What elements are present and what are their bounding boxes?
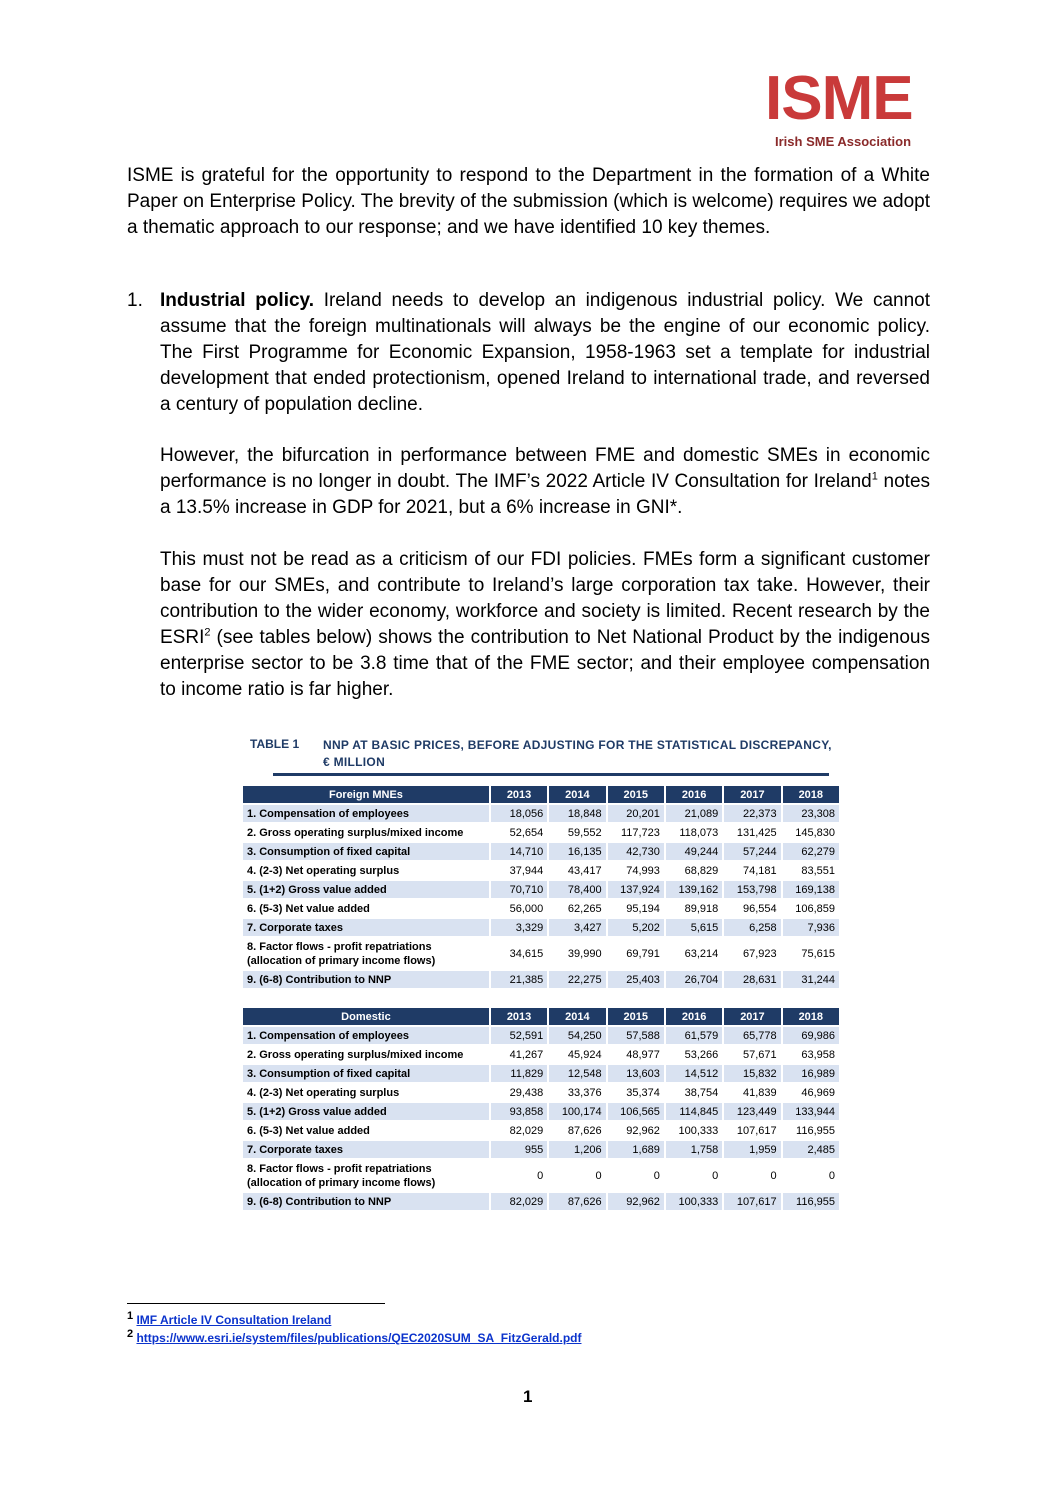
table-row (243, 1046, 839, 1063)
table-row (243, 1027, 839, 1044)
item1-p2-before: However, the bifurcation in performance between FME and domestic SMEs in economic performance is no longer in doubt. The IMF’s 2022 Article IV Consultation for Ireland (160, 445, 930, 492)
item1-paragraph-2 (160, 443, 930, 521)
table-cell: 3,329 (491, 919, 547, 936)
table-cell: 54,250 (549, 1027, 605, 1044)
table-cell: 28,631 (724, 971, 780, 988)
year-header: 2017 (724, 786, 780, 803)
table-cell: 114,845 (666, 1103, 722, 1120)
table-cell: 21,385 (491, 971, 547, 988)
year-header: 2013 (491, 786, 547, 803)
data-table (241, 784, 841, 1212)
row-label: 5. (1+2) Gross value added (243, 1103, 489, 1120)
footnote-1-link[interactable]: IMF Article IV Consultation Ireland (136, 1313, 332, 1327)
table-cell: 87,626 (567, 1124, 602, 1137)
table-cell: 34,615 (509, 947, 544, 960)
row-label: 2. Gross operating surplus/mixed income (247, 1048, 464, 1061)
table-cell: 87,626 (549, 1193, 605, 1210)
table-cell: 78,400 (549, 881, 605, 898)
table-cell: 93,858 (491, 1103, 547, 1120)
table-cell: 45,924 (567, 1048, 602, 1061)
table-cell: 0 (828, 1169, 835, 1182)
footnote-divider (127, 1303, 385, 1304)
row-label: 1. Compensation of employees (243, 805, 489, 822)
table-row (243, 1103, 839, 1120)
table-cell: 106,859 (795, 902, 835, 915)
item1-p1-text: Ireland needs to develop an indigenous industrial policy. We cannot assume that the foreign multinationals will always be the engine of our economic policy. The First Programme for Economic Expansion, 1958-1963 set a template for industrial development that ended protectionism, opened Ireland to international trade, and reversed a century of population decline. (160, 290, 930, 415)
item1-p2-after: notes a 13.5% increase in GDP for 2021, but a 6% increase in GNI*. (160, 471, 931, 518)
year-header: 2018 (783, 1008, 839, 1025)
table-cell: 43,417 (567, 864, 602, 877)
table-cell: 18,848 (549, 805, 605, 822)
table-cell: 57,671 (742, 1048, 777, 1061)
table-cell: 35,374 (626, 1086, 660, 1099)
table-row (243, 1160, 839, 1191)
table-cell: 0 (653, 1169, 660, 1182)
table-cell: 33,376 (567, 1086, 602, 1099)
row-label: 6. (5-3) Net value added (247, 902, 370, 915)
table-cell: 26,704 (666, 971, 722, 988)
table-row (243, 971, 839, 988)
table-row (243, 900, 839, 917)
table-cell: 52,591 (491, 1027, 547, 1044)
table-cell: 0 (770, 1169, 777, 1182)
table-row (243, 824, 839, 841)
section-spacer (243, 990, 839, 1006)
table-title: NNP AT BASIC PRICES, BEFORE ADJUSTING FOR THE STATISTICAL DISCREPANCY, € MILLION (323, 738, 832, 769)
table-cell: 23,308 (783, 805, 839, 822)
table-cell: 1,206 (549, 1141, 605, 1158)
table-cell: 153,798 (724, 881, 780, 898)
table-cell: 107,617 (736, 1124, 777, 1137)
isme-logo (765, 64, 930, 150)
table-label: TABLE 1 (250, 737, 300, 751)
item-number: 1. (127, 290, 143, 311)
year-header: 2016 (666, 786, 722, 803)
table-cell: 100,174 (549, 1103, 605, 1120)
table-cell: 123,449 (724, 1103, 780, 1120)
table-cell: 41,839 (742, 1086, 777, 1099)
row-label: 2. Gross operating surplus/mixed income (247, 826, 464, 839)
row-label: 7. Corporate taxes (243, 919, 489, 936)
table-cell: 82,029 (491, 1193, 547, 1210)
table-cell: 57,588 (608, 1027, 664, 1044)
table-section-header (243, 786, 839, 803)
table-cell: 16,135 (549, 843, 605, 860)
section-title: Foreign MNEs (243, 786, 489, 803)
table-cell: 31,244 (783, 971, 839, 988)
year-header: 2016 (666, 1008, 722, 1025)
table-cell: 75,615 (801, 947, 835, 960)
table-cell: 116,955 (783, 1193, 839, 1210)
table-cell: 92,962 (626, 1124, 660, 1137)
table-cell: 6,258 (724, 919, 780, 936)
table-cell: 21,089 (666, 805, 722, 822)
item1-heading: Industrial policy. (160, 290, 314, 311)
table-cell: 74,993 (626, 864, 660, 877)
year-header: 2013 (491, 1008, 547, 1025)
table-cell: 65,778 (724, 1027, 780, 1044)
table-cell: 62,265 (567, 902, 602, 915)
row-label: 3. Consumption of fixed capital (243, 843, 489, 860)
table-cell: 69,986 (783, 1027, 839, 1044)
table-cell: 95,194 (626, 902, 660, 915)
table-cell: 83,551 (801, 864, 835, 877)
footnote-2-mark: 2 (127, 1328, 134, 1340)
table-cell: 74,181 (742, 864, 777, 877)
row-label: 4. (2-3) Net operating surplus (247, 864, 400, 877)
section-title: Domestic (243, 1008, 489, 1025)
table-row (243, 1141, 839, 1158)
table-cell: 63,214 (684, 947, 719, 960)
table-cell: 70,710 (491, 881, 547, 898)
nnp-table (243, 735, 839, 1212)
table-cell: 0 (712, 1169, 719, 1182)
footnote-2-link[interactable]: https://www.esri.ie/system/files/publications/QEC2020SUM_SA_FitzGerald.pdf (136, 1331, 582, 1345)
row-label: 4. (2-3) Net operating surplus (247, 1086, 400, 1099)
item1-paragraph-1 (160, 288, 930, 418)
table-cell: 57,244 (724, 843, 780, 860)
table-row (243, 805, 839, 822)
year-header: 2015 (608, 786, 664, 803)
spacer-cell (243, 990, 839, 1006)
table-cell: 100,333 (678, 1124, 719, 1137)
table-row (243, 1084, 839, 1101)
table-cell: 100,333 (666, 1193, 722, 1210)
table-cell: 37,944 (509, 864, 544, 877)
table-cell: 25,403 (608, 971, 664, 988)
table-cell: 61,579 (666, 1027, 722, 1044)
year-header: 2015 (608, 1008, 664, 1025)
year-header: 2014 (549, 1008, 605, 1025)
table-row (243, 1193, 839, 1210)
table-cell: 67,923 (742, 947, 777, 960)
table-cell: 133,944 (783, 1103, 839, 1120)
table-cell: 63,958 (801, 1048, 835, 1061)
table-cell: 1,959 (724, 1141, 780, 1158)
logo-wordmark: ISME (765, 64, 913, 133)
table-cell: 118,073 (679, 826, 719, 839)
row-label: 5. (1+2) Gross value added (243, 881, 489, 898)
table-title-rule (273, 773, 829, 776)
table-cell: 22,275 (549, 971, 605, 988)
row-label: 6. (5-3) Net value added (247, 1124, 370, 1137)
page-number: 1 (523, 1387, 533, 1406)
table-cell: 15,832 (724, 1065, 780, 1082)
table-cell: 29,438 (509, 1086, 544, 1099)
table-cell: 955 (491, 1141, 547, 1158)
table-cell: 62,279 (783, 843, 839, 860)
footnote-1 (127, 1310, 332, 1327)
table-cell: 131,425 (736, 826, 777, 839)
table-cell: 2,485 (783, 1141, 839, 1158)
row-label: 8. Factor flows - profit repatriations (allocation of primary income flows) (247, 940, 436, 967)
table-cell: 89,918 (684, 902, 719, 915)
table-header (243, 735, 839, 773)
table-row (243, 881, 839, 898)
table-cell: 106,565 (608, 1103, 664, 1120)
table-row (243, 1122, 839, 1139)
table-cell: 5,202 (608, 919, 664, 936)
table-cell: 56,000 (509, 902, 544, 915)
footnote-1-mark: 1 (127, 1310, 134, 1322)
table-cell: 12,548 (549, 1065, 605, 1082)
table-cell: 52,654 (509, 826, 544, 839)
year-header: 2018 (783, 786, 839, 803)
table-cell: 116,955 (796, 1124, 835, 1137)
table-section-header (243, 1008, 839, 1025)
item1-p3-after: (see tables below) shows the contribution to Net National Product by the indigenous enterprise sector to be 3.8 time that of the FME sector; and their employee compensation to income ratio is far higher. (160, 627, 930, 700)
footnote-2 (127, 1328, 582, 1345)
logo-subtitle: Irish SME Association (775, 134, 912, 149)
table-cell: 22,373 (724, 805, 780, 822)
table-cell: 49,244 (666, 843, 722, 860)
table-cell: 16,989 (783, 1065, 839, 1082)
table-cell: 145,830 (795, 826, 835, 839)
table-cell: 169,138 (783, 881, 839, 898)
table-row (243, 1065, 839, 1082)
table-cell: 1,758 (666, 1141, 722, 1158)
row-label: 1. Compensation of employees (243, 1027, 489, 1044)
row-label: 8. Factor flows - profit repatriations (allocation of primary income flows) (247, 1162, 436, 1189)
table-cell: 92,962 (608, 1193, 664, 1210)
table-cell: 1,689 (608, 1141, 664, 1158)
table-cell: 41,267 (509, 1048, 544, 1061)
table-cell: 48,977 (626, 1048, 660, 1061)
table-cell: 38,754 (684, 1086, 719, 1099)
table-cell: 7,936 (783, 919, 839, 936)
row-label: 9. (6-8) Contribution to NNP (243, 1193, 489, 1210)
row-label: 9. (6-8) Contribution to NNP (243, 971, 489, 988)
table-cell: 5,615 (666, 919, 722, 936)
table-cell: 96,554 (742, 902, 777, 915)
table-cell: 14,710 (491, 843, 547, 860)
row-label: 7. Corporate taxes (243, 1141, 489, 1158)
table-cell: 0 (595, 1169, 602, 1182)
table-cell: 117,723 (620, 826, 660, 839)
table-cell: 11,829 (491, 1065, 547, 1082)
table-cell: 0 (537, 1169, 544, 1182)
item1-p3-before: This must not be read as a criticism of our FDI policies. FMEs form a significant customer base for our SMEs, and contribute to Ireland’s large corporation tax take. However, their contribution to the wider economy, workforce and society is limited. Recent research by the ESRI (160, 549, 930, 648)
table-row (243, 938, 839, 969)
table-cell: 68,829 (684, 864, 719, 877)
table-cell: 20,201 (608, 805, 664, 822)
table-cell: 46,969 (801, 1086, 835, 1099)
table-cell: 39,990 (567, 947, 602, 960)
table-cell: 107,617 (724, 1193, 780, 1210)
table-row (243, 919, 839, 936)
table-cell: 53,266 (684, 1048, 719, 1061)
table-cell: 82,029 (509, 1124, 544, 1137)
table-cell: 69,791 (626, 947, 660, 960)
item1-paragraph-3 (160, 547, 930, 703)
table-row (243, 843, 839, 860)
table-cell: 42,730 (608, 843, 664, 860)
table-cell: 13,603 (608, 1065, 664, 1082)
intro-paragraph: ISME is grateful for the opportunity to respond to the Department in the formation of a White Paper on Enterprise Policy. The brevity of the submission (which is welcome) requires we adopt a thematic approach to our response; and we have identified 10 key themes. (127, 165, 930, 238)
table-cell: 14,512 (666, 1065, 722, 1082)
footnote-ref-1[interactable]: 1 (871, 470, 878, 483)
table-cell: 59,552 (567, 826, 602, 839)
row-label: 3. Consumption of fixed capital (243, 1065, 489, 1082)
table-cell: 3,427 (549, 919, 605, 936)
year-header: 2017 (724, 1008, 780, 1025)
table-cell: 18,056 (491, 805, 547, 822)
table-row (243, 862, 839, 879)
table-cell: 139,162 (666, 881, 722, 898)
footnote-ref-2[interactable]: 2 (204, 626, 211, 639)
table-cell: 137,924 (608, 881, 664, 898)
year-header: 2014 (549, 786, 605, 803)
